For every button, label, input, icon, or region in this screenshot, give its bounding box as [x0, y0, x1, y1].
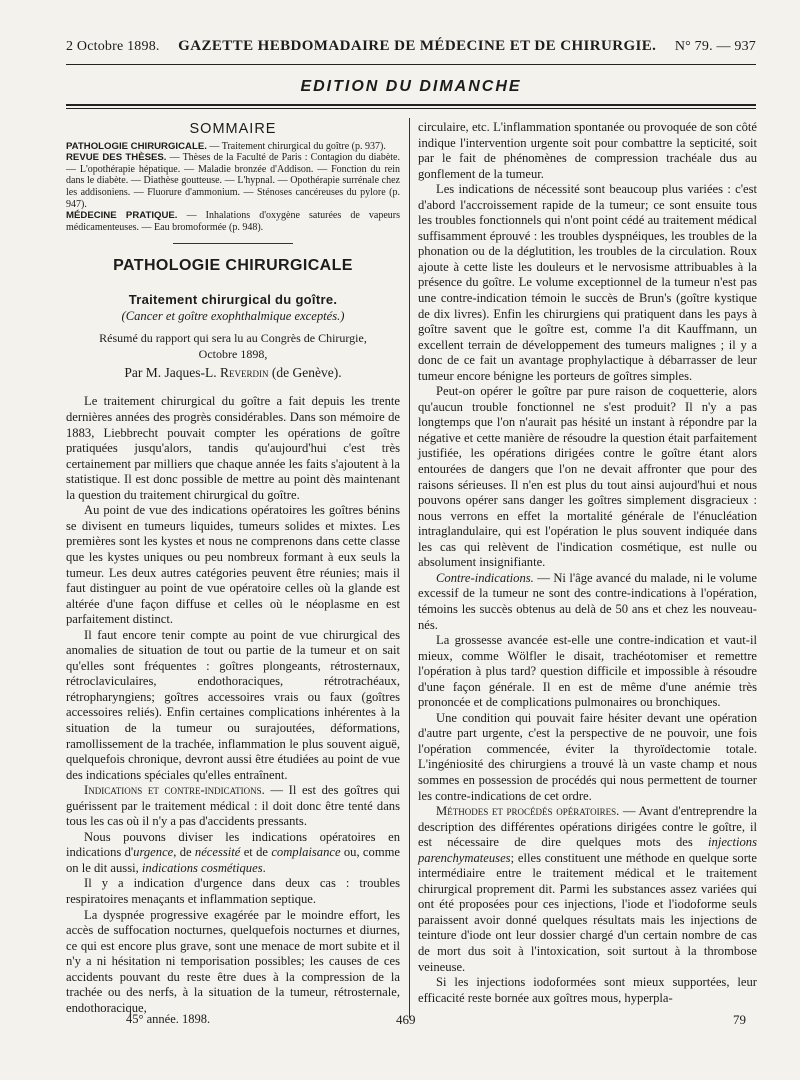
edition-banner: EDITION DU DIMANCHE [300, 78, 522, 95]
text-run-italic: urgence [133, 845, 174, 860]
resume-line-1: Résumé du rapport qui sera lu au Congrès de Chirurgie, [99, 330, 367, 345]
paragraph: Il y a indication d'urgence dans deux cas : troubles respiratoires menaçants et inflammation septique. [66, 876, 400, 906]
resume-line-2: Octobre 1898, [198, 346, 268, 361]
indications-text: — Il est des goîtres qui guérissent par le traitement médical : il doit donc être tenté dans tous les cas où il n'y a pas d'accidents pressants. [66, 783, 401, 829]
text-run: Nous pouvons diviser les indications opératoires en indications d' [66, 829, 400, 860]
contre-text: — Ni l'âge avancé du malade, ni le volume excessif de la tumeur ne sont des contre-indications à l'opération, témoins les succès obtenus au delà de 50 ans et chez les nouveau-nés. [418, 570, 757, 632]
author-suffix: (de Genève). [268, 364, 342, 380]
text-run: et de [240, 845, 272, 860]
text-run: — Avant d'entreprendre la description des différentes opérations dirigées contre le goître, il est nécessaire de dire quelques mots des [418, 804, 757, 850]
header-rule [66, 64, 756, 65]
text-run: ; elles constituent une méthode en quelque sorte intermédiaire entre le traitement médical et le traitement chirurgical proprement dit. Parmi les substances assez variées qui ont été proposées pour ces injections, l'iode et l'iodoforme seuls paraissent avoir donné quelques résultats mais les injections de teinture d'iode ont leur dossier chargé d'un certain nombre de cas de mort dus soit à l'intoxication, soit surtout à la thrombose veineuse. [418, 850, 757, 974]
author-prefix: Par M. Jaques-L. [124, 364, 220, 380]
edition-rule-thin [66, 108, 756, 109]
text-run-italic: indications cosmétiques [141, 860, 263, 875]
volume-year: 45° année. 1898. [126, 1012, 211, 1026]
paragraph: Au point de vue des indications opératoires les goîtres bénins se divisent en tumeurs liquides, tumeurs solides et mixtes. Les premières sont les kystes et nous ne comprenons dans cette classe que les kystes uniques ou peu nombreux formant à eux seuls la tumeur. Les deux autres catégories peuvent être réunies; mais il faut distinguer au point de vue opératoire celles où la glande est altérée d'une façon diffuse et celles où le néoplasme en est parfaitement distinct. [66, 503, 400, 627]
sommaire-entry-text: — Traitement chirurgical du goître (p. 937). [206, 140, 386, 152]
text-run: , de [173, 845, 195, 860]
page-footer [66, 1012, 756, 1032]
sommaire-entry-label: PATHOLOGIE CHIRURGICALE. [66, 140, 207, 152]
methodes-heading: Méthodes et procédés opératoires. [436, 804, 620, 819]
edition-rule-thick [66, 104, 756, 106]
paragraph: La grossesse avancée est-elle une contre-indication et vaut-il mieux, comme Wölfler le disait, trachéotomiser et remettre l'opération à plus tard? question difficile et impossible à résoudre d'une façon générale. Il en est de même d'une anémie très prononcée et de complications pulmonaires ou bronchiques. [418, 633, 757, 710]
column-divider [409, 118, 410, 1018]
text-run-italic: injections parenchymateuses [418, 835, 757, 865]
sommaire-entry [66, 152, 400, 210]
section-title: PATHOLOGIE CHIRURGICALE [113, 257, 353, 275]
running-head [66, 38, 756, 64]
paragraph: Les indications de nécessité sont beaucoup plus variées : c'est d'abord l'accroissement rapide de la tumeur; ce sont ensuite tous les troubles fonctionnels qui n'ont point cédé au traitement médical suffisamment éprouvé : les troubles dyspnéiques, les troubles de la phonation ou de la déglutition, les troubles de la circulation. Roux ajoute à cette liste les douleurs et le nervosisme attribuables à la présence du goître. Le volume exceptionnel de la tumeur n'est pas une contre-indication témoin le succès de Brun's (goître kystique de dix livres). Enfin les chirurgiens qui pratiquent dans les pays à goître savent que le goître est, comme l'a dit Kauffmann, un excellent terrain de développement des tumeurs malignes ; il y a donc de ce fait un avantage prophylactique à débarrasser de leur tumeur encore bénigne les porteurs de goîtres simples. [418, 182, 757, 383]
left-column [66, 120, 400, 1016]
sommaire-entry-text: — Inhalations d'oxygène saturées de vapeurs médicamenteuses. — Eau bromoformée (p. 948). [66, 210, 401, 233]
sommaire-entry-label: MÉDECINE PRATIQUE. [66, 210, 178, 222]
sommaire-entry [66, 141, 400, 153]
paragraph: La dyspnée progressive exagérée par le moindre effort, les accès de suffocation nocturnes, quelquefois nocturnes et diurnes, ce qui est encore plus grave, sont une menace de mort subite et il n'y a ni hésitation ni temporisation possibles; les causes de ces accidents pouvant du reste être dues à la compression de la trachée ou des nerfs, à la situation de la tumeur, rétrosternale, endothoracique, [66, 907, 400, 1015]
text-run-italic: nécessité [194, 845, 241, 860]
sommaire-title: SOMMAIRE [189, 121, 277, 137]
contre-heading: Contre-indications. [436, 570, 534, 585]
text-run: . [262, 860, 266, 875]
indications-heading: Indications et contre-indications. [84, 783, 265, 798]
sommaire-entry-text: — Thèses de la Faculté de Paris : Contagion du diabète. — L'opothérapie hépatique. — Maladie bronzée d'Addison. — Fonction du rein dans le diabète. — Diathèse goutteuse. — L'hypnal. — Opothérapie surrénale chez les addisoniens. — Fluorure d'ammonium. — Sténoses cancéreuses du pylore (p. 947). [66, 152, 400, 210]
article-subtitle: (Cancer et goître exophthalmique exceptés.) [121, 309, 345, 324]
paragraph-indications [66, 783, 400, 830]
author-name: Reverdin [220, 364, 269, 380]
text-run-italic: complaisance [271, 845, 341, 860]
paragraph: Si les injections iodoformées sont mieux supportées, leur efficacité reste bornée aux goîtres mous, hyperpla- [418, 975, 757, 1005]
signature-mark: 79 [733, 1012, 746, 1027]
issue-date: 2 Octobre 1898. [66, 39, 160, 54]
paragraph-division [66, 830, 400, 877]
issue-number: N° 79. — 937 [674, 39, 756, 54]
text-run: ou, comme on le dit aussi, [66, 845, 401, 875]
paragraph: Une condition qui pouvait faire hésiter devant une opération d'autre part urgente, c'est la perspective de ne pouvoir, une fois l'opération commencée, éviter la thyroïdectomie totale. L'ingéniosité des chirurgiens a trouvé là un vaste champ et nous sommes en possession de procédés qui nous permettent de tourner les contre-indications de cet ordre. [418, 710, 757, 803]
author-line [66, 365, 400, 381]
paragraph: Il faut encore tenir compte au point de vue chirurgical des anomalies de situation de tout ou partie de la tumeur et on sait qu'elles sont fréquentes : goîtres plongeants, rétrosternaux, rétroclaviculaires, endothoraciques, rétrotrachéaux, rétropharyngiens; goîtres accessoires vrais ou faux (goîtres accessoires reliés). Enfin certaines complications inhérentes à la situation de la tumeur ou surajoutées, déformations, ramollissement de la trachée, inflammation le plus souvent aiguë, quelquefois chronique, devront aussi être étudiées au point de vue des indications spéciales qu'elles entraînent. [66, 627, 400, 782]
sommaire-entry-label: REVUE DES THÈSES. [66, 152, 167, 164]
journal-title: GAZETTE HEBDOMADAIRE DE MÉDECINE ET DE CHIRURGIE. [178, 38, 657, 54]
paragraph: Le traitement chirurgical du goître a fait depuis les trente dernières années des progrès considérables. Dans son mémoire de 1883, Liebbrecht pouvait compter les opérations de goître pratiquées jusqu'alors, tandis qu'aujourd'hui c'est très certainement par milliers que chaque année les faits s'ajoutent à la statistique. Il est donc possible de mettre au point dès maintenant la question du traitement chirurgical du goître. [66, 394, 400, 502]
sommaire-entry [66, 210, 400, 233]
paragraph-contre-indications [418, 571, 757, 633]
paragraph-methodes [418, 804, 757, 975]
paragraph: Peut-on opérer le goître par pure raison de coquetterie, alors qu'aucun trouble fonctionnel ne s'est produit? Il n'y a pas longtemps que l'on n'aurait pas hésité un instant à répondre par la négative et cette manière de résoudre la question était parfaitement justifiée, les opérations dirigées contre le goître étant alors entourées de dangers que l'on ne devait affronter que pour des raisons sérieuses. Il n'en est plus du tout ainsi aujourd'hui et nous pouvons opérer sans danger les goîtres simplement disgracieux : nous verrons en effet la mortalité générale de l'énucléation intraglandulaire, qui est l'opération le plus souvent indiquée dans les cas qui relèvent de l'indication cosmétique, est nulle ou absolument insignifiante. [418, 384, 757, 570]
paragraph: circulaire, etc. L'inflammation spontanée ou provoquée de son côté indique l'intervention urgente soit pour combattre la septicité, soit par le fait de phénomènes de compression trachéale dus au gonflement de la tumeur. [418, 120, 757, 181]
article-title: Traitement chirurgical du goître. [128, 291, 338, 307]
page-number: 469 [396, 1012, 416, 1027]
sommaire-rule [173, 243, 293, 244]
right-column [418, 120, 757, 1006]
